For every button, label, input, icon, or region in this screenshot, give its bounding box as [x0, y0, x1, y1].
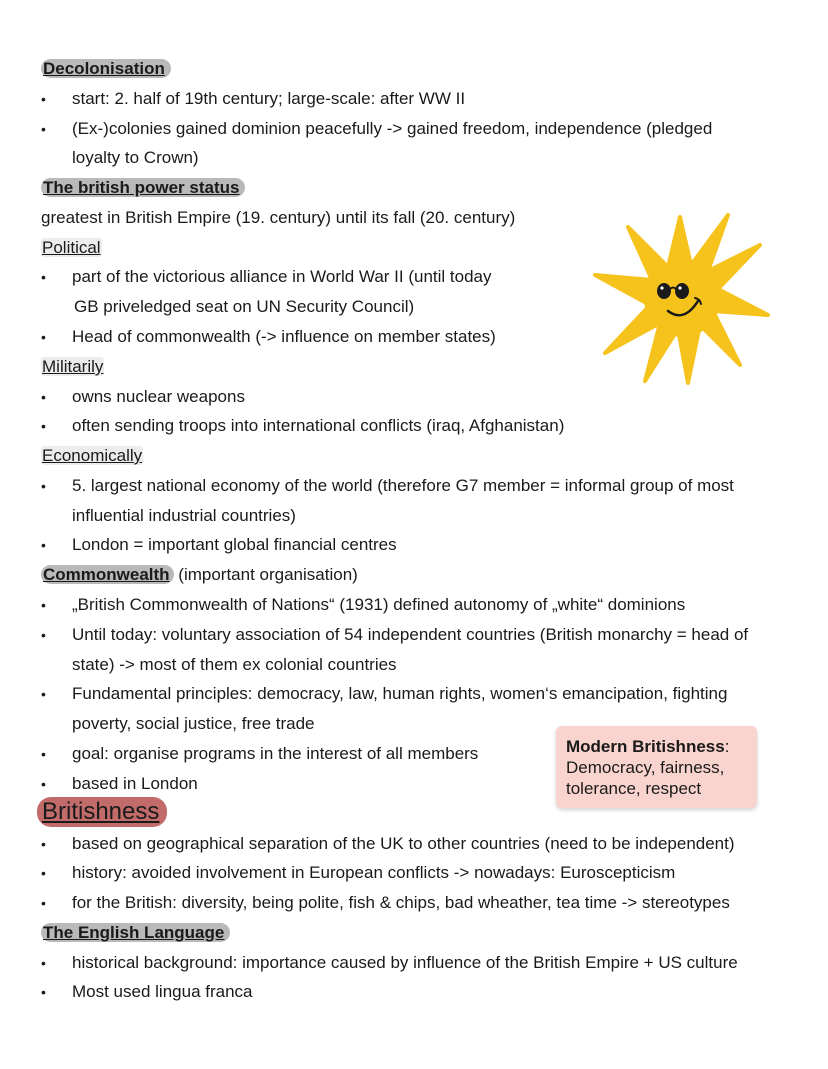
heading-power-status: The british power status [41, 178, 245, 198]
subheading-economically: Economically [42, 446, 143, 465]
list-item-text: owns nuclear weapons [72, 387, 245, 406]
heading-britishness: Britishness [37, 797, 167, 827]
list-item-text: start: 2. half of 19th century; large-scale: after WW II [72, 89, 466, 108]
list-item-text: GB priveledged seat on UN Security Council) [74, 297, 415, 316]
heading-english-language: The English Language [41, 923, 230, 943]
list-item-text: 5. largest national economy of the world (therefore G7 member = informal group of most [72, 476, 734, 495]
note-text: Democracy, fairness, [566, 758, 725, 777]
subheading-political: Political [42, 238, 101, 257]
note-text: tolerance, respect [566, 779, 702, 798]
power-intro: greatest in British Empire (19. century) until its fall (20. century) [41, 208, 516, 227]
list-item-text: Fundamental principles: democracy, law, human rights, women‘s emancipation, fighting [72, 684, 728, 703]
list-item-text: (Ex-)colonies gained dominion peacefully -> gained freedom, independence (pledged [72, 119, 713, 138]
list-item-text: based on geographical separation of the UK to other countries (need to be independent) [72, 834, 735, 853]
list-item-text: Head of commonwealth (-> influence on member states) [72, 327, 496, 346]
list-item-text: often sending troops into international conflicts (iraq, Afghanistan) [72, 416, 565, 435]
list-item-text: London = important global financial centres [72, 535, 397, 554]
list-item-text: based in London [72, 774, 198, 793]
list-item-text: Most used lingua franca [72, 982, 253, 1001]
list-item-text: state) -> most of them ex colonial countries [72, 655, 397, 674]
list-item-text: goal: organise programs in the interest of all members [72, 744, 479, 763]
modern-britishness-note: Modern Britishness: Democracy, fairness, tolerance, respect [556, 726, 757, 808]
list-item-text: for the British: diversity, being polite, fish & chips, bad wheather, tea time -> stereotypes [72, 893, 730, 912]
list-item-text: loyalty to Crown) [72, 148, 199, 167]
list-item-text: Until today: voluntary association of 54 independent countries (British monarchy = head of [72, 625, 749, 644]
list-item-text: poverty, social justice, free trade [72, 714, 315, 733]
list-item-text: „British Commonwealth of Nations“ (1931) defined autonomy of „white“ dominions [72, 595, 686, 614]
list-item-text: part of the victorious alliance in World War II (until today [72, 267, 492, 286]
list-item-text: history: avoided involvement in European conflicts -> nowadays: Euroscepticism [72, 863, 676, 882]
heading-decolonisation: Decolonisation [41, 59, 171, 79]
subheading-militarily: Militarily [42, 357, 104, 376]
list-item-text: influential industrial countries) [72, 506, 296, 525]
list-item-text: historical background: importance caused by influence of the British Empire + US culture [72, 953, 738, 972]
heading-commonwealth: Commonwealth (important organisation) [43, 565, 358, 584]
note-title: Modern Britishness [566, 737, 725, 756]
sun-sticker-icon [590, 205, 770, 390]
